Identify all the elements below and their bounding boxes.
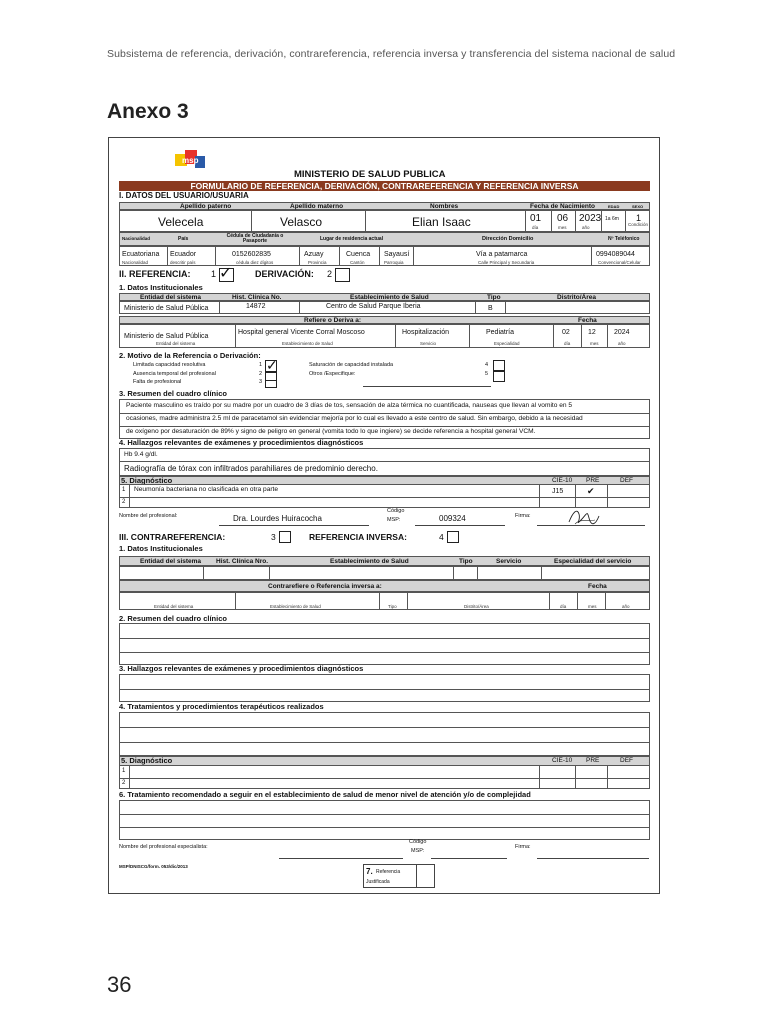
destination-specialty: Pediatría [486, 329, 515, 336]
birth-day: 01 [530, 213, 542, 224]
msp-logo [175, 148, 209, 170]
summary-line-2: ocasiones, madre administra 2.5 ml de paracetamol sin evidenciar mejoría por lo cual es llevado a este centro de salud. Sin embargo, debido a la necesidad [126, 415, 583, 422]
province: Azuay [304, 251, 324, 258]
justified-referral-box: 7. Referencia Justificada [363, 864, 435, 888]
summary-line-3: de oxígeno por desaturación de 89% y signo de peligro en general (vomita todo lo que ingiere) se decide referencia a hospital general VCM. [126, 428, 536, 435]
findings-line-1: Hb 9.4 g/dl. [124, 451, 158, 458]
referral-form: msp MINISTERIO DE SALUD PUBLICA FORMULARIO DE REFERENCIA, DERIVACIÓN, CONTRAREFERENCIA Y REFERENCIA INVERSA I. DATOS DEL USUARIO/USUARIA Apellido paterno Apellido materno Nombres Fecha de Nacimiento EDAD SEXO Velecela Velasco Elian Isaac 01 06 2023 1a 6m 1 día mes año Condición Nacionalidad País Cédula de Ciudadanía o Pasaporte Lugar de residencia actual Dirección Domicilio Nº Teléfonico Ecuatoriana Ecuador 0152602835 Azuay Cuenca Sayausí Vía a patamarca 0994089044 Nacionalidad descritir país cédula diez dígitos Provincia Cantón Parroquia Calle Principal y Secundaria Convencional/Celular II. REFERENCIA: 1 ✓ DERIVACIÓN: 2 1. Datos Institucionales Entidad del sistema Hist. Clínica No. Establecimiento de Salud Tipo Distrito/Área Ministerio de Salud Pública 14872 Centro de Salud Parque Iberia B Refiere o Deriva a: Fecha Ministerio de Salud Pública Hospital general Vicente Corral Moscoso Hospitalización Pediatría 02 12 2024 Entidad del sistema Establecimiento de Salud Servicio Especialidad día mes año 2. Motivo de la Referencia o Derivación: Limitada capacidad resolutiva 1 ✓ Ausencia temporal del profesional 2 Falta de profesional 3 Saturación de capacidad instalada 4 Otros /Especifique: 5 3. Resumen del cuadro clínico Paciente masculino es traído por su madre por un cuadro de 3 días de tos, sensación de alza térmica no cuantificada, nauseas que llevan al vomito en 5 ocasiones, madre administra 2.5 ml de paracetamol sin evidenciar mejoría por lo cual es llevado a este centro de salud. Sin embargo, debido a la necesidad de oxígeno por desaturación de 89% y signo de peligro en general (vomita todo lo que ingiere) se decide referencia a hospital general VCM. 4. Hallazgos relevantes de exámenes y procedimientos diagnósticos Hb 9.4 g/dl. Radiografía de tórax con infiltrados parahiliares de predominio derecho. 5. Diagnóstico CIE-10 PRE DEF 1 Neumonía bacteriana no clasificada en otra parte J15 ✔ 2 Nombre del profesional: Dra. Lourdes Huiracocha Código MSP: 009324 Firma: III. CONTRAREFERENCIA: 3 REFERENCIA INVERSA: 4 1. Datos Institucionales Entidad del sistema Hist. Clínica Nro. Establecimiento de Salud Tipo Servicio Especialidad del servicio Contrarefiere o Referencia inversa a: Fecha Entidad del sistema Establecimiento de Salud Tipo Distrito/Área día mes año 2. Resumen del cuadro clínico 3. Hallazgos relevantes de exámenes y procedimientos diagnósticos 4. Tratamientos y procedimientos terapéuticos realizados 5. Diagnóstico CIE-10 PRE DEF 1 2 6. Tratamiento recomendado a seguir en el establecimiento de salud de menor nivel de atención y/o de complejidad Nombre del profesional especialista: Código MSP: Firma: MSP/DNISCG/form. 053/dic/2013 7. Referencia Justificada [108, 137, 660, 894]
country: Ecuador [170, 251, 197, 258]
paternal-surname: Velecela [158, 215, 204, 229]
counter-referral-checkbox[interactable] [279, 531, 291, 543]
nationality: Ecuatoriana [122, 251, 160, 258]
clinical-summary-box [119, 399, 650, 439]
given-names: Elian Isaac [412, 215, 471, 229]
clinical-record-number: 14872 [246, 303, 266, 310]
form-title-bar: FORMULARIO DE REFERENCIA, DERIVACIÓN, CONTRAREFERENCIA Y REFERENCIA INVERSA [119, 181, 650, 191]
professional-name: Dra. Lourdes Huiracocha [233, 514, 322, 523]
counter-institution-header: Entidad del sistema Hist. Clínica Nro. Establecimiento de Salud Tipo Servicio Especialidad del servicio [119, 556, 650, 566]
reverse-referral-checkbox[interactable] [447, 531, 459, 543]
counter-institution-row [119, 566, 650, 580]
diagnosis-header-row: 5. Diagnóstico CIE-10 PRE DEF [119, 476, 650, 484]
section-counter-referral-title: III. CONTRAREFERENCIA: [119, 532, 226, 542]
destination-facility: Hospital general Vicente Corral Moscoso [238, 329, 365, 336]
diagnosis-1: Neumonía bacteriana no clasificada en otra parte [134, 486, 279, 493]
summary-line-1: Paciente masculino es traído por su madre por un cuadro de 3 días de tos, sensación de alza térmica no cuantificada, nauseas que llevan al vomito en 5 [126, 402, 573, 409]
derivation-checkbox[interactable] [335, 268, 350, 282]
referral-month: 12 [588, 329, 596, 336]
sex: 1 [636, 213, 642, 223]
counter-refer-to-header: Contrarefiere o Referencia inversa a: Fecha [119, 580, 650, 592]
counter-diagnosis-table: 1 2 [119, 765, 650, 789]
residence-row: Ecuatoriana Ecuador 0152602835 Azuay Cuenca Sayausí Vía a patamarca 0994089044 Nacionalidad descritir país cédula diez dígitos Provincia Cantón Parroquia Calle Principal y Secundaria Convencional/Celular [119, 246, 650, 266]
age: 1a 6m [605, 216, 619, 222]
diagnosis-table: 1 Neumonía bacteriana no clasificada en otra parte J15 ✔ 2 [119, 484, 650, 508]
refer-to-header: Refiere o Deriva a: Fecha [119, 316, 650, 324]
running-header: Subsistema de referencia, derivación, contrareferencia, referencia inversa y transferencia del sistema nacional de salud [107, 48, 676, 60]
counter-findings-box [119, 674, 650, 702]
other-reason-line [363, 386, 491, 387]
page-number: 36 [107, 972, 132, 997]
section-user-title: I. DATOS DEL USUARIO/USUARIA [119, 191, 249, 200]
counter-diagnosis-header: 5. Diagnóstico CIE-10 PRE DEF [119, 756, 650, 765]
institution-row [119, 301, 650, 314]
counter-summary-box [119, 623, 650, 665]
reason-1-check-mark: ✓ [266, 357, 278, 373]
findings-line-2: Radiografía de tórax con infiltrados parahiliares de predominio derecho. [124, 464, 378, 473]
maternal-surname: Velasco [280, 215, 323, 229]
user-header-row: Apellido paterno Apellido materno Nombres Fecha de Nacimiento EDAD SEXO [119, 202, 650, 210]
parish: Sayausí [384, 251, 410, 258]
msp-code: 009324 [439, 514, 466, 523]
id-number: 0152602835 [232, 251, 271, 258]
canton: Cuenca [346, 251, 371, 258]
institution-header-row: Entidad del sistema Hist. Clínica No. Establecimiento de Salud Tipo Distrito/Área [119, 293, 650, 301]
destination-service: Hospitalización [402, 329, 450, 336]
referral-day: 02 [562, 329, 570, 336]
counter-treatments-box [119, 712, 650, 756]
reason-5-checkbox[interactable] [493, 370, 505, 382]
svg-text:msp: msp [182, 156, 199, 165]
findings-box [119, 448, 650, 476]
diagnosis-1-cie: J15 [552, 488, 564, 495]
signature [567, 506, 601, 528]
annex-title: Anexo 3 [107, 100, 189, 123]
facility-type: B [488, 305, 493, 312]
recommended-treatment-box [119, 800, 650, 840]
phone: 0994089044 [596, 251, 635, 258]
ministry-name: MINISTERIO DE SALUD PUBLICA [294, 169, 446, 180]
address: Vía a patamarca [476, 251, 528, 258]
diagnosis-1-presumptive: ✔ [587, 486, 595, 496]
origin-facility: Centro de Salud Parque Iberia [326, 303, 421, 310]
user-names-row: Velecela Velasco Elian Isaac 01 06 2023 1a 6m 1 día mes año Condición [119, 210, 650, 232]
birth-year: 2023 [579, 213, 602, 224]
referral-year: 2024 [614, 329, 630, 336]
destination-entity: Ministerio de Salud Pública [124, 333, 209, 340]
origin-entity: Ministerio de Salud Pública [124, 305, 209, 312]
reason-3-checkbox[interactable] [265, 380, 277, 388]
counter-refer-to-row: Entidad del sistema Establecimiento de Salud Tipo Distrito/Área día mes año [119, 592, 650, 610]
refer-to-row: Ministerio de Salud Pública Hospital general Vicente Corral Moscoso Hospitalización Pediatría 02 12 2024 Entidad del sistema Establecimiento de Salud Servicio Especialidad día mes año [119, 324, 650, 348]
referral-check-mark: ✓ [219, 265, 233, 282]
residence-header-row: Nacionalidad País Cédula de Ciudadanía o Pasaporte Lugar de residencia actual Dirección Domicilio Nº Teléfonico [119, 232, 650, 246]
form-code: MSP/DNISCG/form. 053/dic/2013 [119, 864, 188, 869]
birth-month: 06 [557, 213, 569, 224]
section-referral-title: II. REFERENCIA: [119, 269, 191, 279]
